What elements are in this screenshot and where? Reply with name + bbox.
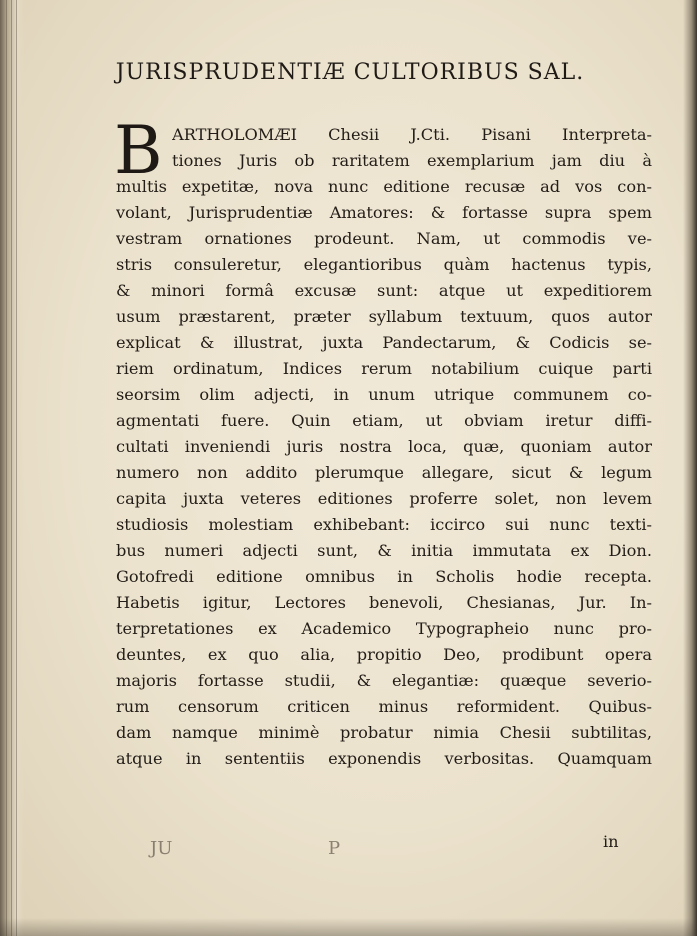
text-line: Habetis igitur, Lectores benevoli, Chesianas, Jur. In-: [116, 593, 652, 612]
text-line: numero non addito plerumque allegare, sicut & legum: [116, 463, 652, 482]
text-line: multis expetitæ, nova nunc editione recusæ ad vos con-: [116, 177, 652, 196]
faint-signature-mark: P: [328, 838, 341, 859]
text-line: studiosis molestiam exhibebant: iccirco sui nunc texti-: [116, 515, 652, 534]
text-line: usum præstarent, præter syllabum textuum, quos autor: [116, 307, 652, 326]
text-line: dam namque minimè probatur nimia Chesii subtilitas,: [116, 723, 652, 742]
text-line: Gotofredi editione omnibus in Scholis hodie recepta.: [116, 567, 652, 586]
text-line: agmentati fuere. Quin etiam, ut obviam iretur diffi-: [116, 411, 652, 430]
text-line: seorsim olim adjecti, in unum utrique communem co-: [116, 385, 652, 404]
text-line: rum censorum criticen minus reformident. Quibus-: [116, 697, 652, 716]
text-line: & minori formâ excusæ sunt: atque ut expeditiorem: [116, 281, 652, 300]
text-line: stris consuleretur, elegantioribus quàm hactenus typis,: [116, 255, 652, 274]
drop-cap-letter: B: [114, 112, 163, 189]
page-heading: JURISPRUDENTIÆ CULTORIBUS SAL.: [115, 60, 585, 85]
text-line: explicat & illustrat, juxta Pandectarum, & Codicis se-: [116, 333, 652, 352]
faint-signature-mark: JU: [150, 838, 173, 859]
text-line: deuntes, ex quo alia, propitio Deo, prodibunt opera: [116, 645, 652, 664]
text-line: capita juxta veteres editiones proferre solet, non levem: [116, 489, 652, 508]
text-line: ARTHOLOMÆI Chesii J.Cti. Pisani Interpreta-: [172, 125, 652, 144]
text-line: majoris fortasse studii, & elegantiæ: quæque severio-: [116, 671, 652, 690]
text-line: bus numeri adjecti sunt, & initia immutata ex Dion.: [116, 541, 652, 560]
text-line: cultati inveniendi juris nostra loca, quæ, quoniam autor: [116, 437, 652, 456]
text-line: vestram ornationes prodeunt. Nam, ut commodis ve-: [116, 229, 652, 248]
text-line: volant, Jurisprudentiæ Amatores: & fortasse supra spem: [116, 203, 652, 222]
text-line: riem ordinatum, Indices rerum notabilium cuique parti: [116, 359, 652, 378]
text-line: terpretationes ex Academico Typographeio nunc pro-: [116, 619, 652, 638]
text-line: tiones Juris ob raritatem exemplarium jam diu à: [172, 151, 652, 170]
text-line: atque in sententiis exponendis verbositas. Quamquam: [116, 749, 652, 768]
catchword: in: [603, 832, 619, 851]
